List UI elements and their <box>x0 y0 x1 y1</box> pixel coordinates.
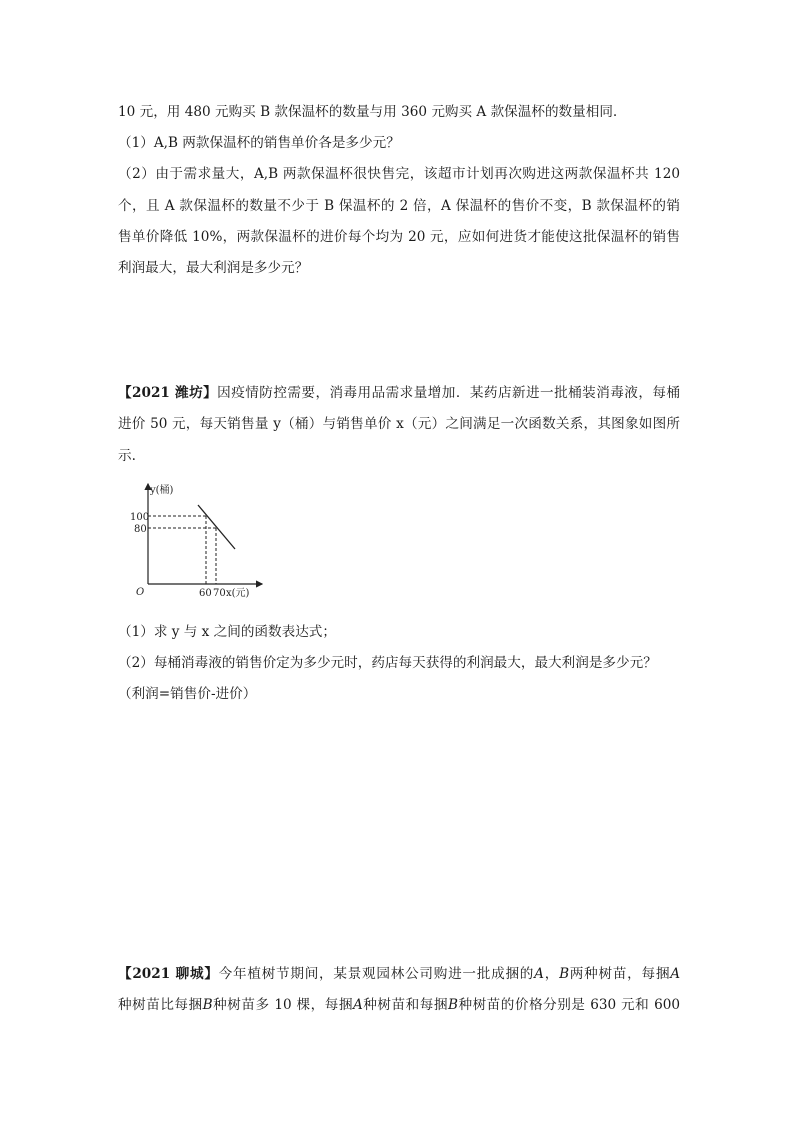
problem3-text-1-tail: 两种树苗，每捆 <box>569 966 671 982</box>
var-b: B <box>559 966 570 982</box>
problem3-line-1 <box>118 964 680 984</box>
problem3-text-2c: 种树苗和每捆 <box>362 997 448 1013</box>
x-tick-60: 60 <box>199 588 212 599</box>
problem2-line-1 <box>118 383 680 403</box>
var-a: A <box>534 966 544 982</box>
problem2-line-2: 进价 50 元，每天销售量 y（桶）与销售单价 x（元）之间满足一次函数关系，其图象如图所 <box>118 416 680 432</box>
problem1-question-1: （1）A,B 两款保温杯的销售单价各是多少元？ <box>118 135 400 151</box>
var-b-3: B <box>447 997 458 1013</box>
problem2-note: （利润=销售价-进价） <box>118 686 257 702</box>
problem3-text-2b: 种树苗多 10 棵，每捆 <box>212 997 353 1013</box>
y-axis-label: y(桶) <box>150 485 174 496</box>
problem1-question-2-line-4: 利润最大，最大利润是多少元？ <box>118 260 309 276</box>
origin-label: O <box>136 587 145 598</box>
problem3-text-2d: 种树苗的价格分别是 630 元和 600 <box>457 997 681 1013</box>
problem1-question-2-line-1: （2）由于需求量大，A,B 两款保温杯很快售完，该超市计划再次购进这两款保温杯共 120 <box>118 166 680 182</box>
var-b-2: B <box>202 997 213 1013</box>
x-axis-label: x(元) <box>226 588 250 599</box>
problem3-text-2a: 种树苗比每捆 <box>118 997 203 1013</box>
problem1-question-2-line-3: 售单价降低 10%，两款保温杯的进价每个均为 20 元，应如何进货才能使这批保温杯的销售 <box>118 229 680 245</box>
var-a-2: A <box>670 966 681 982</box>
problem2-question-1: （1）求 y 与 x 之间的函数表达式； <box>118 624 336 640</box>
y-tick-80: 80 <box>134 524 147 535</box>
problem2-line-3: 示. <box>118 448 136 464</box>
y-tick-100: 100 <box>130 512 150 523</box>
function-graph <box>130 478 270 603</box>
problem2-text-1: 因疫情防控需要，消毒用品需求量增加．某药店新进一批桶装消毒液，每桶 <box>217 385 680 401</box>
var-a-3: A <box>352 997 363 1013</box>
problem3-text-1: 今年植树节期间，某景观园林公司购进一批成捆的 <box>218 966 535 982</box>
problem1-line-1: 10 元，用 480 元购买 B 款保温杯的数量与用 360 元购买 A 款保温杯的数量相同. <box>118 104 618 120</box>
problem2-question-2: （2）每桶消毒液的销售价定为多少元时，药店每天获得的利润最大，最大利润是多少元？ <box>118 655 657 671</box>
problem3-line-2 <box>118 995 680 1015</box>
problem3-source-tag: 【2021 聊城】 <box>118 966 219 982</box>
problem1-question-2-line-2: 个，且 A 款保温杯的数量不少于 B 保温杯的 2 倍，A 保温杯的售价不变，B 款保温杯的销 <box>118 198 680 214</box>
x-tick-70: 70 <box>213 588 226 599</box>
comma: ， <box>543 966 560 982</box>
problem2-source-tag: 【2021 潍坊】 <box>118 385 218 401</box>
function-line <box>198 505 235 549</box>
